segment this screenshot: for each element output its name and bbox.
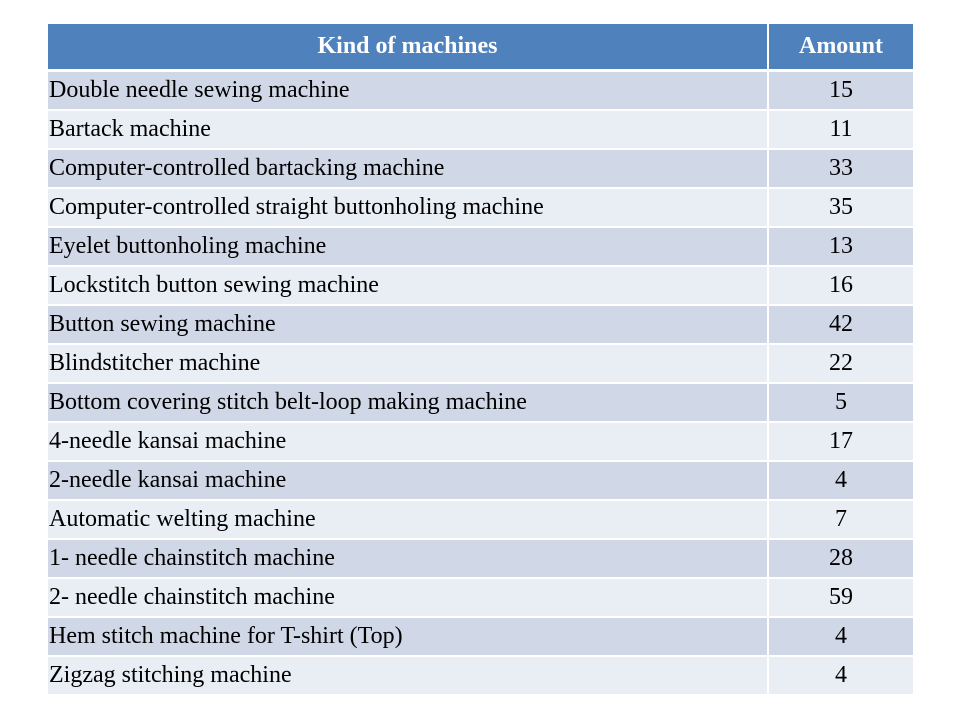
table-row — [48, 305, 913, 344]
table-row — [48, 461, 913, 500]
table-row — [48, 539, 913, 578]
machine-amount-cell: 13 — [768, 227, 913, 266]
machine-kind-cell: Button sewing machine — [48, 305, 768, 344]
table-row — [48, 266, 913, 305]
machine-amount-cell: 42 — [768, 305, 913, 344]
machine-kind-cell: Blindstitcher machine — [48, 344, 768, 383]
machines-table — [48, 24, 913, 696]
machine-kind-cell: Lockstitch button sewing machine — [48, 266, 768, 305]
header-kind-of-machines: Kind of machines — [48, 24, 768, 71]
machine-kind-cell: 2- needle chainstitch machine — [48, 578, 768, 617]
table-row — [48, 227, 913, 266]
machine-kind-cell: Automatic welting machine — [48, 500, 768, 539]
table-row — [48, 344, 913, 383]
machine-kind-cell: Computer-controlled straight buttonholing machine — [48, 188, 768, 227]
table-body — [48, 71, 913, 696]
machine-kind-cell: 4-needle kansai machine — [48, 422, 768, 461]
machine-amount-cell: 59 — [768, 578, 913, 617]
table-row — [48, 149, 913, 188]
table-row — [48, 110, 913, 149]
table-row — [48, 188, 913, 227]
machine-amount-cell: 15 — [768, 71, 913, 111]
machine-kind-cell: 1- needle chainstitch machine — [48, 539, 768, 578]
machine-kind-cell: Double needle sewing machine — [48, 71, 768, 111]
table-row — [48, 578, 913, 617]
header-amount: Amount — [768, 24, 913, 71]
machine-amount-cell: 22 — [768, 344, 913, 383]
table-row — [48, 656, 913, 695]
machine-amount-cell: 4 — [768, 617, 913, 656]
machine-kind-cell: Bartack machine — [48, 110, 768, 149]
table-header — [48, 24, 913, 71]
table-row — [48, 422, 913, 461]
machine-amount-cell: 11 — [768, 110, 913, 149]
machine-kind-cell: Bottom covering stitch belt-loop making machine — [48, 383, 768, 422]
machine-amount-cell: 5 — [768, 383, 913, 422]
machine-amount-cell: 17 — [768, 422, 913, 461]
machine-amount-cell: 28 — [768, 539, 913, 578]
header-row — [48, 24, 913, 71]
table-row — [48, 71, 913, 111]
table-row — [48, 617, 913, 656]
machine-amount-cell: 4 — [768, 656, 913, 695]
machine-amount-cell: 35 — [768, 188, 913, 227]
machine-amount-cell: 33 — [768, 149, 913, 188]
machine-kind-cell: 2-needle kansai machine — [48, 461, 768, 500]
machine-kind-cell: Computer-controlled bartacking machine — [48, 149, 768, 188]
machine-amount-cell: 16 — [768, 266, 913, 305]
machine-kind-cell: Hem stitch machine for T-shirt (Top) — [48, 617, 768, 656]
table-row — [48, 500, 913, 539]
machine-amount-cell: 7 — [768, 500, 913, 539]
machine-kind-cell: Zigzag stitching machine — [48, 656, 768, 695]
machine-amount-cell: 4 — [768, 461, 913, 500]
table-row — [48, 383, 913, 422]
machine-kind-cell: Eyelet buttonholing machine — [48, 227, 768, 266]
